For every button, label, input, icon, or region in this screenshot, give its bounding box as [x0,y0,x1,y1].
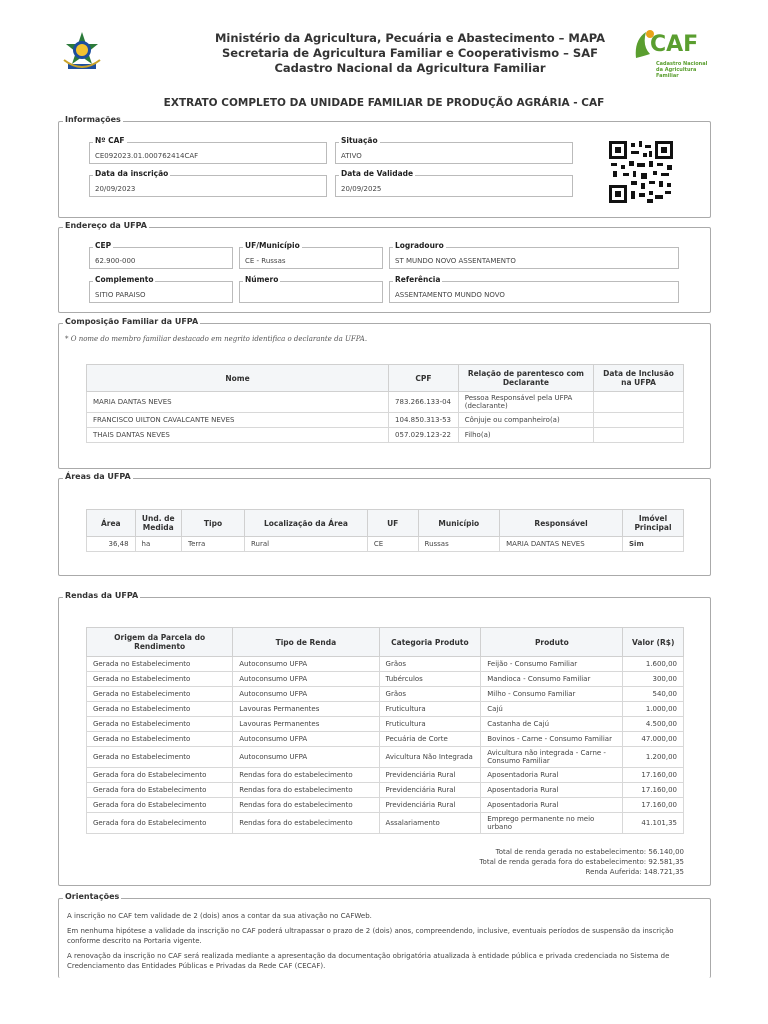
cep-field: CEP 62.900-000 [89,247,233,269]
complemento-field: Complemento SITIO PARAISO [89,281,233,303]
table-row: 36,48 ha Terra Rural CE Russas MARIA DANTAS NEVES Sim [87,537,684,552]
situacao-field: Situação ATIVO [335,142,573,164]
document-title: EXTRATO COMPLETO DA UNIDADE FAMILIAR DE PRODUÇÃO AGRÁRIA - CAF [163,97,605,109]
table-row: Gerada no Estabelecimento Autoconsumo UFPA Grãos Milho - Consumo Familiar 540,00 [87,687,684,702]
orientacoes-section: Orientações A inscrição no CAF tem validade de 2 (dois) anos a contar da sua ativação no CAFWeb. Em nenhuma hipótese a validade da inscrição no CAF poderá ultrapassar o prazo de 2 (dois) anos, compreendendo, inclusive, eventuais períodos de suspensão da inscrição conforme descrito na Portaria vigente. A renovação da inscrição no CAF será realizada mediante a apresentação da documentação obrigatória atualizada à entidade pública e privada credenciada no Sistema de Credenciamento das Entidades Públicas e Privadas da Rede CAF (CECAF). [58,898,711,978]
coat-of-arms-logo [60,30,104,74]
endereco-section: Endereço da UFPA CEP 62.900-000 UF/Município CE - Russas Logradouro ST MUNDO NOVO ASSENTAMENTO Complemento SITIO PARAISO Número Referência ASSENTAMENTO MUNDO NOVO [58,227,711,313]
data-validade-field: Data de Validade 20/09/2025 [335,175,573,197]
logradouro-field: Logradouro ST MUNDO NOVO ASSENTAMENTO [389,247,679,269]
caf-logo: CAF Cadastro Nacional da Agricultura Familiar [632,28,712,78]
areas-section: Áreas da UFPA Área Und. de Medida Tipo Localização da Área UF Município Responsável Imóvel Principal 36,48 ha Terra Rural CE Russas MARIA DANTAS NEVES Sim [58,478,711,576]
rendas-table: Origem da Parcela do Rendimento Tipo de Renda Categoria Produto Produto Valor (R$) Gerada no Estabelecimento Autoconsumo UFPA Grãos Feijão - Consumo Familiar 1.600,00 Gerada no Estabelecimento Autoconsumo UFPA Tubérculos Mandioca - Consumo Familiar 300,00 Gerada no Estabelecimento Autoconsumo UFPA Grãos Milho - Consumo Familiar 540,00 Gerada no Estabelecimento Lavouras Permanentes Fruticultura Cajú 1.000,00 Gerada no Estabelecimento Lavouras Permanentes Fruticultura Castanha de Cajú 4.500,00 Gerada no Estabelecimento Autoconsumo UFPA Pecuária de Corte Bovinos - Carne - Consumo Familiar 47.000,00 Gerada no Estabelecimento Autoconsumo UFPA Avicultura Não Integrada Avicultura não integrada - Carne - Consumo Familiar 1.200,00 Gerada fora do Estabelecimento Rendas fora do estabelecimento Previdenciária Rural Aposentadoria Rural 17.160,00 Gerada fora do Estabelecimento Rendas fora do estabelecimento Previdenciária Rural Aposentadoria Rural 17.160,00 Gerada fora do Estabelecimento Rendas fora do estabelecimento Previdenciária Rural Aposentadoria Rural 17.160,00 Gerada fora do Estabelecimento Rendas fora do estabelecimento Assalariamento Emprego permanente no meio urbano 41.101,35 [86,627,684,834]
ministry-name: Ministério da Agricultura, Pecuária e Abastecimento – MAPA [214,31,606,45]
orientacao-2: Em nenhuma hipótese a validade da inscrição no CAF poderá ultrapassar o prazo de 2 (dois) anos, compreendendo, inclusive, eventuais períodos de suspensão da inscrição conforme descrito na Portaria vigente. [67,927,674,945]
table-row: MARIA DANTAS NEVES 783.266.133-04 Pessoa Responsável pela UFPA (declarante) [87,392,684,413]
areas-table: Área Und. de Medida Tipo Localização da Área UF Município Responsável Imóvel Principal 36,48 ha Terra Rural CE Russas MARIA DANTAS NEVES Sim [86,509,684,552]
table-row: Gerada no Estabelecimento Autoconsumo UFPA Avicultura Não Integrada Avicultura não integrada - Carne - Consumo Familiar 1.200,00 [87,747,684,768]
table-row: Gerada fora do Estabelecimento Rendas fora do estabelecimento Previdenciária Rural Aposentadoria Rural 17.160,00 [87,798,684,813]
qr-code [609,141,673,203]
renda-auferida: Renda Auferida: 148.721,35 [585,868,684,876]
table-row: Gerada no Estabelecimento Lavouras Permanentes Fruticultura Cajú 1.000,00 [87,702,684,717]
orientacao-3: A renovação da inscrição no CAF será realizada mediante a apresentação da documentação obrigatória atualizada à entidade pública e privada credenciada no Sistema de Credenciamento das Entidades Públicas e Privadas da Rede CAF (CECAF). [67,952,670,970]
total-no-estabelecimento: Total de renda gerada no estabelecimento: 56.140,00 [495,848,684,856]
orientacao-1: A inscrição no CAF tem validade de 2 (dois) anos a contar da sua ativação no CAFWeb. [67,912,372,920]
declarante-note: * O nome do membro familiar destacado em negrito identifica o declarante da UFPA. [65,335,368,343]
table-row: THAIS DANTAS NEVES 057.029.123-22 Filho(a) [87,428,684,443]
table-row: Gerada fora do Estabelecimento Rendas fora do estabelecimento Assalariamento Emprego permanente no meio urbano 41.101,35 [87,813,684,834]
total-fora-estabelecimento: Total de renda gerada fora do estabelecimento: 92.581,35 [479,858,684,866]
table-row: Gerada no Estabelecimento Autoconsumo UFPA Pecuária de Corte Bovinos - Carne - Consumo Familiar 47.000,00 [87,732,684,747]
numero-field: Número [239,281,383,303]
renda-totals [479,847,684,877]
table-row: FRANCISCO UILTON CAVALCANTE NEVES 104.850.313-53 Cônjuje ou companheiro(a) [87,413,684,428]
table-row: Gerada no Estabelecimento Lavouras Permanentes Fruticultura Castanha de Cajú 4.500,00 [87,717,684,732]
informacoes-section: Informações Nº CAF CE092023.01.000762414CAF Situação ATIVO Data da inscrição 20/09/2023 Data de Validade 20/09/2025 [58,121,711,218]
uf-municipio-field: UF/Município CE - Russas [239,247,383,269]
table-row: Gerada no Estabelecimento Autoconsumo UFPA Tubérculos Mandioca - Consumo Familiar 300,00 [87,672,684,687]
num-caf-field: Nº CAF CE092023.01.000762414CAF [89,142,327,164]
table-row: Gerada fora do Estabelecimento Rendas fora do estabelecimento Previdenciária Rural Aposentadoria Rural 17.160,00 [87,768,684,783]
table-row: Gerada fora do Estabelecimento Rendas fora do estabelecimento Previdenciária Rural Aposentadoria Rural 17.160,00 [87,783,684,798]
table-row: Gerada no Estabelecimento Autoconsumo UFPA Grãos Feijão - Consumo Familiar 1.600,00 [87,657,684,672]
composicao-section: Composição Familiar da UFPA * O nome do membro familiar destacado em negrito identifica o declarante da UFPA. Nome CPF Relação de parentesco com Declarante Data de Inclusão na UFPA MARIA DANTAS NEVES 783.266.133-04 Pessoa Responsável pela UFPA (declarante) FRANCISCO UILTON CAVALCANTE NEVES 104.850.313-53 Cônjuje ou companheiro(a) THAIS DANTAS NEVES 057.029.123-22 Filho(a) [58,323,711,469]
composicao-table: Nome CPF Relação de parentesco com Declarante Data de Inclusão na UFPA MARIA DANTAS NEVES 783.266.133-04 Pessoa Responsável pela UFPA (declarante) FRANCISCO UILTON CAVALCANTE NEVES 104.850.313-53 Cônjuje ou companheiro(a) THAIS DANTAS NEVES 057.029.123-22 Filho(a) [86,364,684,443]
data-inscricao-field: Data da inscrição 20/09/2023 [89,175,327,197]
secretaria-name: Secretaria de Agricultura Familiar e Cooperativismo – SAF [222,46,598,60]
cadastro-name: Cadastro Nacional da Agricultura Familiar [274,61,546,75]
referencia-field: Referência ASSENTAMENTO MUNDO NOVO [389,281,679,303]
rendas-section: Rendas da UFPA Origem da Parcela do Rendimento Tipo de Renda Categoria Produto Produto Valor (R$) Gerada no Estabelecimento Autoconsumo UFPA Grãos Feijão - Consumo Familiar 1.600,00 Gerada no Estabelecimento Autoconsumo UFPA Tubérculos Mandioca - Consumo Familiar 300,00 Gerada no Estabelecimento Autoconsumo UFPA Grãos Milho - Consumo Familiar 540,00 Gerada no Estabelecimento Lavouras Permanentes Fruticultura Cajú 1.000,00 Gerada no Estabelecimento Lavouras Permanentes Fruticultura Castanha de Cajú 4.500,00 Gerada no Estabelecimento Autoconsumo UFPA Pecuária de Corte Bovinos - Carne - Consumo Familiar 47.000,00 Gerada no Estabelecimento Autoconsumo UFPA Avicultura Não Integrada Avicultura não integrada - Carne - Consumo Familiar 1.200,00 Gerada fora do Estabelecimento Rendas fora do estabelecimento Previdenciária Rural Aposentadoria Rural 17.160,00 Gerada fora do Estabelecimento Rendas fora do estabelecimento Previdenciária Rural Aposentadoria Rural 17.160,00 Gerada fora do Estabelecimento Rendas fora do estabelecimento Previdenciária Rural Aposentadoria Rural 17.160,00 Gerada fora do Estabelecimento Rendas fora do estabelecimento Assalariamento Emprego permanente no meio urbano 41.101,35 Total de renda gerada no estabelecimento: 56.140,00 Total de renda gerada fora do estabelecimento: 92.581,35 Renda Auferida: 148.721,35 [58,597,711,886]
